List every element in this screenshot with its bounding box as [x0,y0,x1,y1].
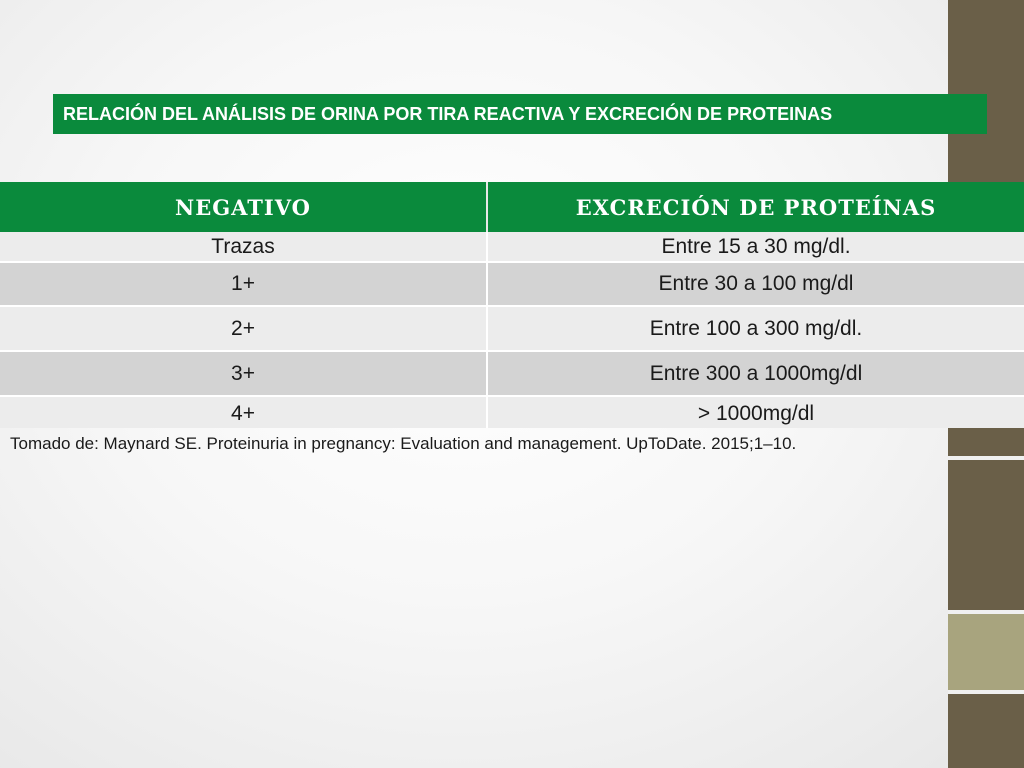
header-negativo: NEGATIVO [0,182,487,232]
side-decoration-middle [948,460,1024,610]
table-row [0,351,1024,396]
row-excretion: > 1000mg/dl [487,396,1024,428]
row-result: 4+ [0,396,487,428]
protein-table-container [0,182,1024,428]
row-result: 1+ [0,262,487,306]
row-excretion: Entre 15 a 30 mg/dl. [487,232,1024,262]
side-decoration-light [948,614,1024,690]
row-result: 3+ [0,351,487,396]
slide-title: RELACIÓN DEL ANÁLISIS DE ORINA POR TIRA REACTIVA Y EXCRECIÓN DE PROTEINAS [53,94,987,134]
table-row [0,396,1024,428]
table-header-row [0,182,1024,232]
table-row [0,262,1024,306]
row-result: 2+ [0,306,487,351]
protein-excretion-table [0,182,1024,428]
source-citation: Tomado de: Maynard SE. Proteinuria in pregnancy: Evaluation and management. UpToDate. 2015;1–10. [10,434,797,453]
table-row [0,306,1024,351]
row-excretion: Entre 30 a 100 mg/dl [487,262,1024,306]
row-excretion: Entre 300 a 1000mg/dl [487,351,1024,396]
header-excrecion: EXCRECIÓN DE PROTEÍNAS [487,182,1024,232]
table-row [0,232,1024,262]
side-decoration-bottom [948,694,1024,768]
row-result: Trazas [0,232,487,262]
row-excretion: Entre 100 a 300 mg/dl. [487,306,1024,351]
